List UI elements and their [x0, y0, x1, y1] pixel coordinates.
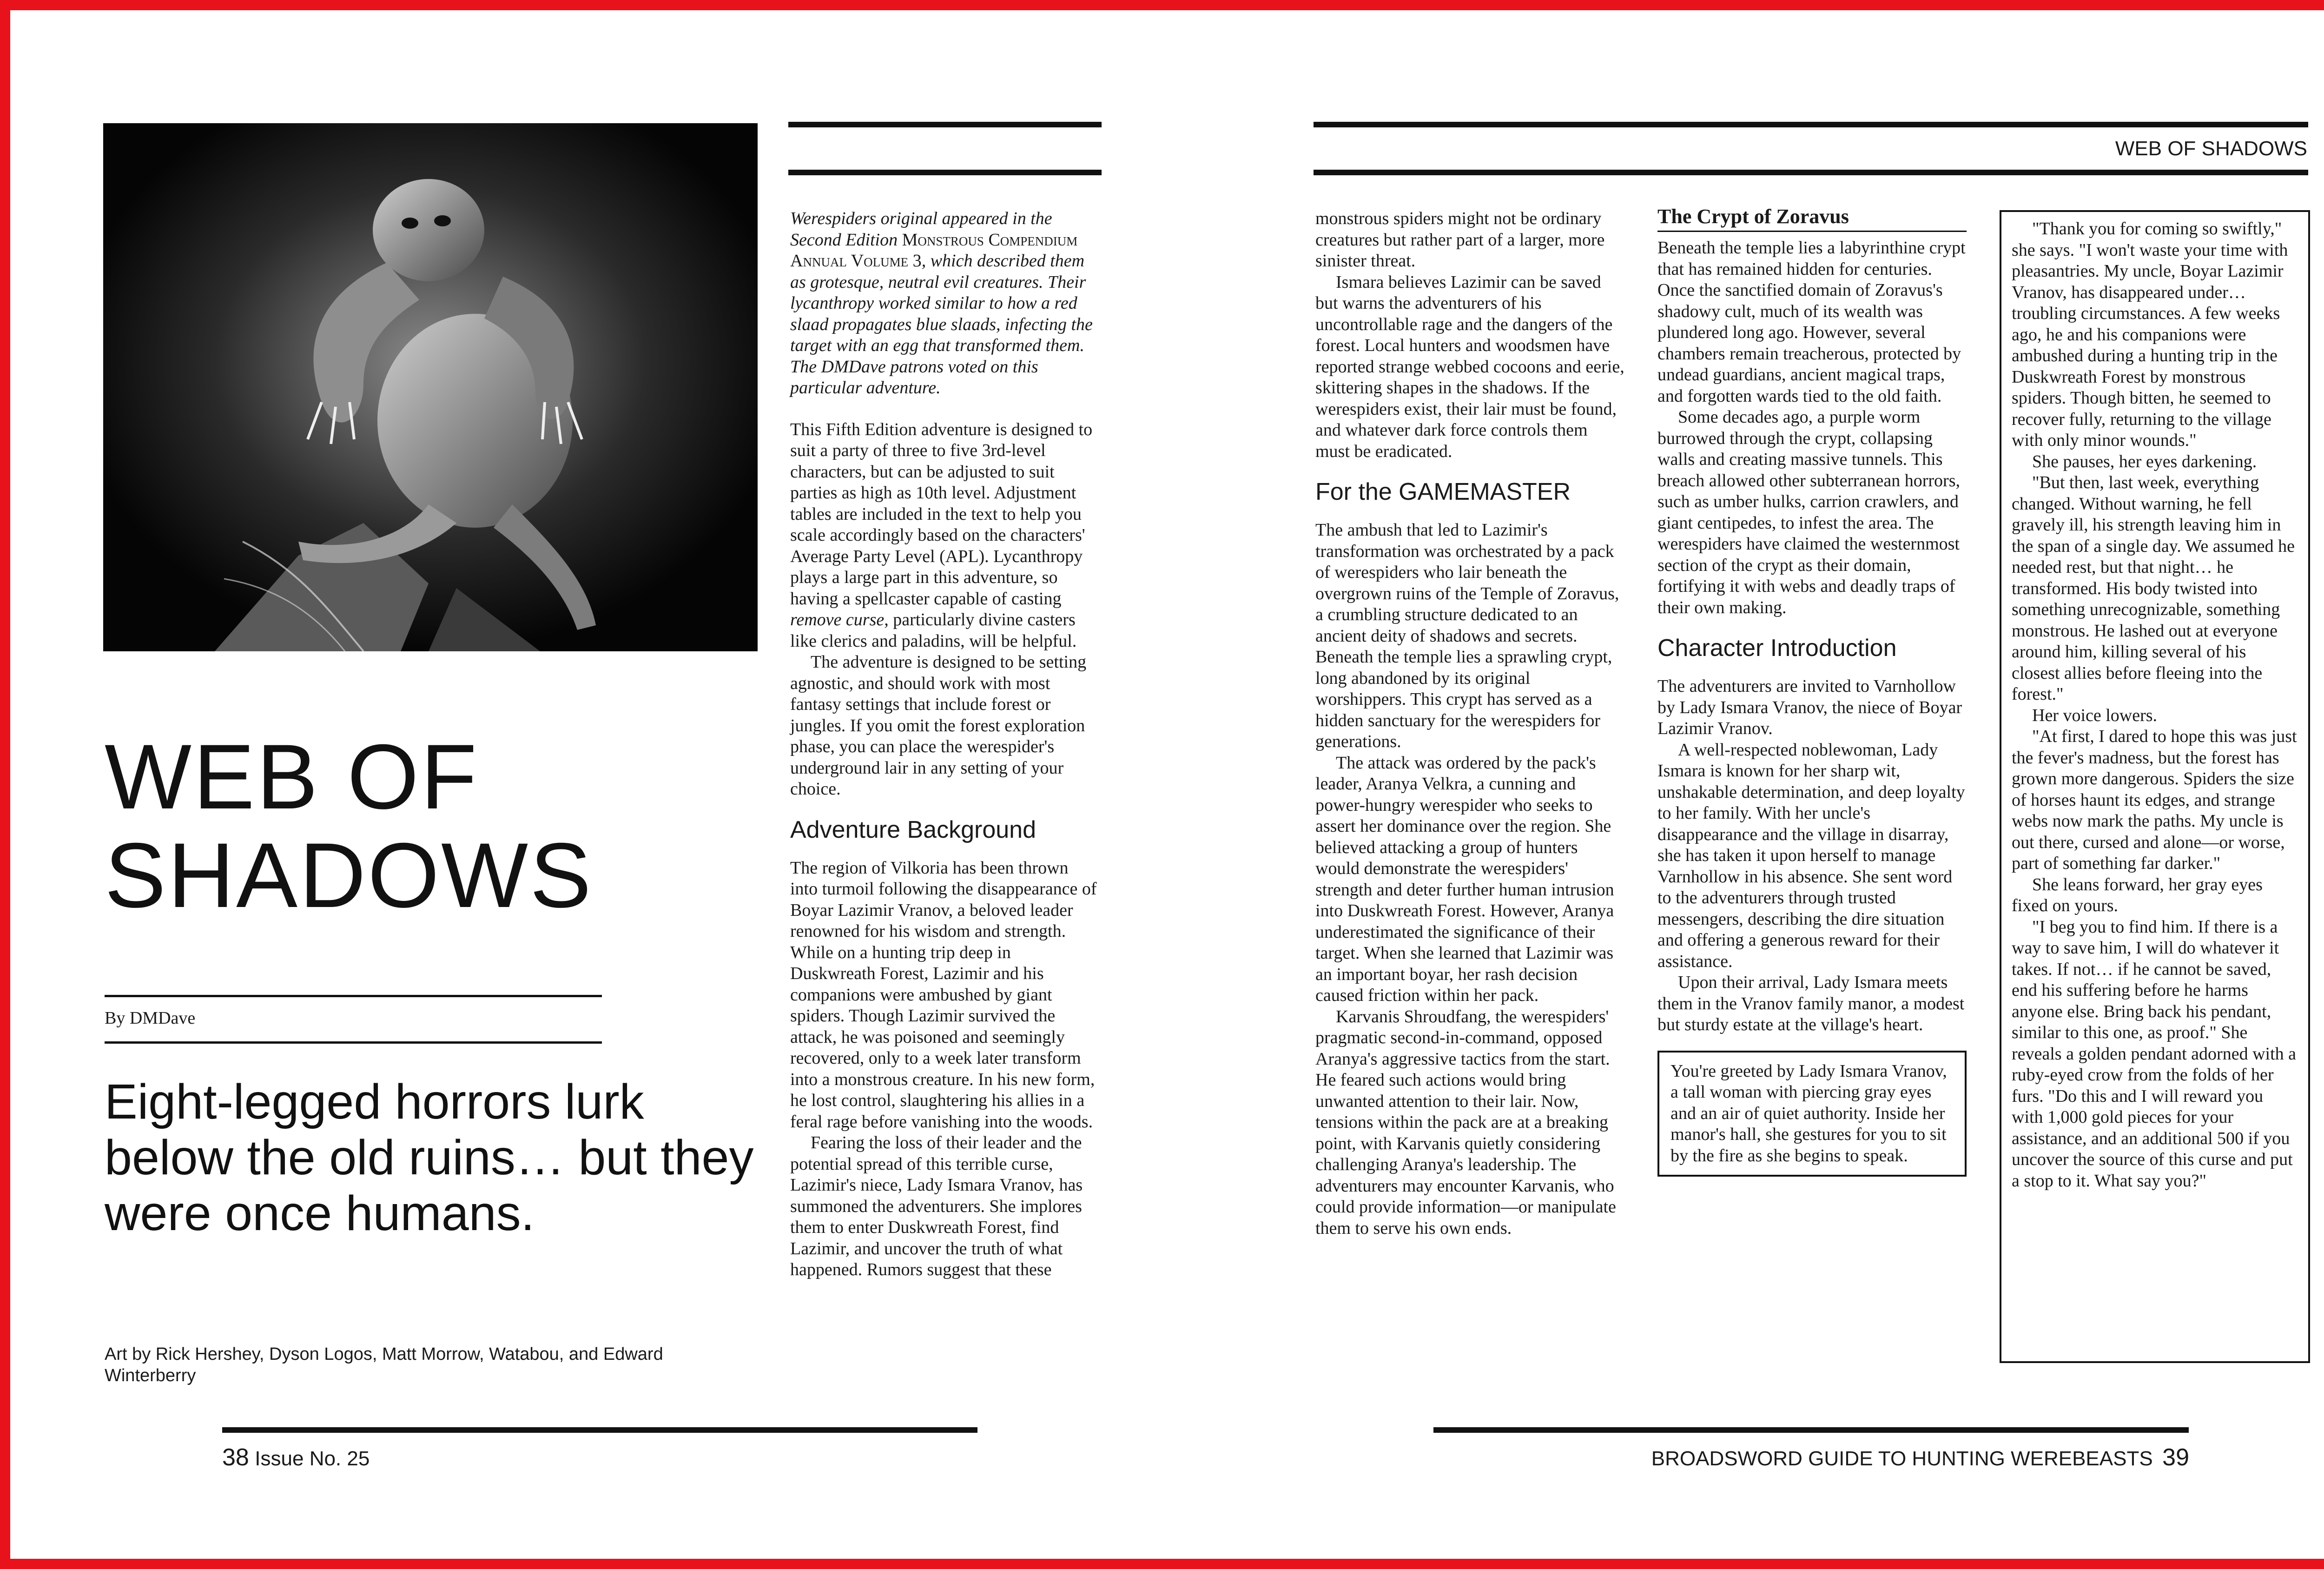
- column1-rule-second: [788, 170, 1102, 175]
- read-aloud-box: [1657, 1051, 1967, 1177]
- running-header: WEB OF SHADOWS: [2115, 137, 2307, 160]
- page-title: [105, 725, 594, 927]
- paragraph: "At first, I dared to hope this was just the fever's madness, but the forest has grown more dangerous. Spiders the size of horses haunt its edges, and strange webs now mark the paths. My uncle is out there, cursed and alone—or worse, part of something far darker.": [2012, 727, 2297, 873]
- paragraph: "But then, last week, everything changed. Without warning, he fell gravely ill, his strength leaving him in the span of a single day. We assumed he needed rest, but that night… he transformed. His body twisted into something unrecognizable, something monstrous. He lashed out at everyone around him, killing several of his closest allies before fleeing into the forest.": [2012, 473, 2295, 704]
- paragraph: monstrous spiders might not be ordinary creatures but rather part of a larger, more sinister threat.: [1315, 209, 1605, 271]
- paragraph: Fearing the loss of their leader and the potential spread of this terrible curse, Lazimir's niece, Lady Ismara Vranov, has summoned the adventurers. She implores them to enter Duskwreath Forest, find Lazimir, and uncover the truth of what happened. Rumors suggest that these: [790, 1133, 1083, 1279]
- paragraph: "Thank you for coming so swiftly," she says. "I won't waste your time with pleasantries. My uncle, Boyar Lazimir Vranov, has disappeared under… troubling circumstances. A few weeks ago, he and his companions were ambushed during a hunting trip in the Duskwreath Forest by monstrous spiders. Though bitten, he seemed to recover fully, returning to the village with only minor wounds.": [2012, 219, 2288, 450]
- paragraph: She leans forward, her gray eyes fixed on yours.: [2012, 874, 2263, 915]
- paragraph: Ismara believes Lazimir can be saved but warns the adventurers of his uncontrollable rage and the dangers of the forest. Local hunters and woodsmen have reported strange webbed cocoons and eerie, skittering shapes in the shadows. If the werespiders exist, their lair must be found, and whatever dark force controls them must be eradicated.: [1315, 272, 1624, 461]
- intro-text-b: , which described them as grotesque, neutral evil creatures. Their lycanthropy worked similar to how a red slaad propagates blue slaads, infecting the target with an egg that transformed them. The DMDave patrons voted on this particular adventure.: [790, 251, 1093, 397]
- paragraph: She pauses, her eyes darkening.: [2032, 451, 2257, 471]
- footer-left: [222, 1443, 370, 1471]
- section-heading: For the GAMEMASTER: [1315, 478, 1571, 505]
- paragraph: Karvanis Shroudfang, the werespiders' pragmatic second-in-command, opposed Aranya's aggressive tactics from the start. He feared such actions would bring unwanted attention to their lair. Now, tensions within the pack are at a breaking point, with Karvanis quietly considering challenging Aranya's leadership. The adventurers may encounter Karvanis, who could provide information—or manipulate them to serve his own ends.: [1315, 1006, 1616, 1238]
- paragraph-text: , particularly divine casters like clerics and paladins, will be helpful.: [790, 610, 1077, 651]
- paragraph-text: This Fifth Edition adventure is designed to suit a party of three to five 3rd-level characters, but can be adjusted to suit parties as high as 10th level. Adjustment tables are included in the text to help you scale accordingly based on the characters' Average Party Level (APL). Lycanthropy plays a large part in this adventure, so having a spellcaster capable of casting: [790, 419, 1093, 609]
- byline-rule-bottom: [105, 1041, 602, 1044]
- page-number-left: 38: [222, 1444, 249, 1471]
- paragraph: The ambush that led to Lazimir's transformation was orchestrated by a pack of werespiders who lair beneath the overgrown ruins of the Temple of Zoravus, a crumbling structure dedicated to an ancient deity of shadows and secrets. Beneath the temple lies a sprawling crypt, long abandoned by its original worshippers. This crypt has served as a hidden sanctuary for the werespiders for generations.: [1315, 520, 1619, 751]
- paragraph: The region of Vilkoria has been thrown into turmoil following the disappearance of Boyar Lazimir Vranov, a beloved leader renowned for his wisdom and strength. While on a hunting trip deep in Duskwreath Forest, Lazimir and his companions were ambushed by giant spiders. Though Lazimir survived the attack, he was poisoned and seemingly recovered, only to a week later transform into a monstrous creature. In his new form, he lost control, slaughtering his allies in a feral rage before vanishing into the woods.: [790, 858, 1097, 1132]
- subsection-heading: The Crypt of Zoravus: [1657, 205, 1967, 232]
- header-rule-top: [1314, 122, 2308, 127]
- footer-rule-right: [1433, 1427, 2189, 1433]
- art-credits: Art by Rick Hershey, Dyson Logos, Matt Morrow, Watabou, and Edward Winterberry: [105, 1344, 663, 1385]
- paragraph: The adventure is designed to be setting agnostic, and should work with most fantasy settings that include forest or jungles. If you omit the forest exploration phase, you can place the werespider's underground lair in any setting of your choice.: [790, 652, 1087, 799]
- column-2: [1315, 208, 1624, 1239]
- intro-text-a: Werespiders original appeared in the Second Edition: [790, 209, 1052, 250]
- werespider-illustration: [103, 123, 758, 651]
- paragraph: Beneath the temple lies a labyrinthine crypt that has remained hidden for centuries. Once the sanctified domain of Zoravus's shadowy cult, much of its wealth was plundered long ago. However, several chambers remain treacherous, protected by undead guardians, ancient magical traps, and forgotten wards tied to the old faith.: [1657, 238, 1966, 406]
- section-heading: Character Introduction: [1657, 635, 1897, 662]
- paragraph: "I beg you to find him. If there is a way to save him, I will do whatever it takes. If not… if he cannot be saved, end his suffering before he harms anyone else. Bring back his pendant, similar to this one, as proof." She reveals a golden pendant adorned with a ruby-eyed crow from the folds of her furs. "Do this and I will reward you with 1,000 gold pieces for your assistance, and an additional 500 if you uncover the source of this curse and put a stop to it. What say you?": [2012, 917, 2296, 1191]
- werespider-creature-icon: [103, 123, 758, 651]
- tagline: Eight-legged horrors lurk below the old ruins… but they were once humans.: [105, 1074, 754, 1241]
- intro-note: [790, 208, 1099, 399]
- byline-rule-top: [105, 995, 602, 997]
- intro-book-title: Monstrous Compendium Annual Volume 3: [790, 230, 1078, 271]
- column-4-read-aloud: [2000, 210, 2310, 1363]
- paragraph: The attack was ordered by the pack's leader, Aranya Velkra, a cunning and power-hungry werespider who seeks to assert her dominance over the region. She believed attacking a group of hunters would demonstrate the werespiders' strength and deter further human intrusion into Duskwreath Forest. However, Aranya underestimated the significance of their target. When she learned that Lazimir was an important boyar, her rash decision caused friction within her pack.: [1315, 753, 1614, 1005]
- paragraph: [790, 419, 1099, 652]
- read-aloud-text: You're greeted by Lady Ismara Vranov, a tall woman with piercing gray eyes and an air of quiet authority. Inside her manor's hall, she gestures for you to sit by the fire as she begins to speak.: [1670, 1061, 1947, 1165]
- column-3: [1657, 205, 1967, 1177]
- paragraph: A well-respected noblewoman, Lady Ismara is known for her sharp wit, unshakable determination, and deep loyalty to her family. With her uncle's disappearance and the village in disarray, she has taken it upon herself to manage Varnhollow in his absence. She sent word to the adventurers through trusted messengers, describing the dire situation and offering a generous reward for their assistance.: [1657, 740, 1965, 971]
- byline: By DMDave: [105, 1008, 196, 1028]
- section-heading: Adventure Background: [790, 816, 1037, 843]
- column-1: [790, 208, 1099, 1281]
- column1-rule-top: [788, 122, 1102, 127]
- footer-right: [1651, 1443, 2189, 1471]
- paragraph: Some decades ago, a purple worm burrowed through the crypt, collapsing walls and creating massive tunnels. This breach allowed other subterranean horrors, such as umber hulks, carrion crawlers, and giant centipedes, to infest the area. The werespiders have claimed the westernmost section of the crypt as their domain, fortifying it with webs and deadly traps of their own making.: [1657, 407, 1960, 617]
- footer-rule-left: [222, 1427, 977, 1433]
- spell-name: remove curse: [790, 610, 885, 629]
- title-line-2: SHADOWS: [105, 824, 594, 927]
- paragraph: The adventurers are invited to Varnhollow by Lady Ismara Vranov, the niece of Boyar Lazimir Vranov.: [1657, 676, 1962, 738]
- header-rule-bottom: [1314, 170, 2308, 175]
- footer-title: BROADSWORD GUIDE TO HUNTING WEREBEASTS: [1651, 1447, 2153, 1470]
- paragraph: Her voice lowers.: [2032, 705, 2158, 725]
- page-number-right: 39: [2162, 1444, 2189, 1471]
- paragraph: Upon their arrival, Lady Ismara meets them in the Vranov family manor, a modest but sturdy estate at the village's heart.: [1657, 973, 1965, 1034]
- issue-label: Issue No. 25: [255, 1447, 370, 1470]
- title-line-1: WEB OF: [105, 725, 479, 828]
